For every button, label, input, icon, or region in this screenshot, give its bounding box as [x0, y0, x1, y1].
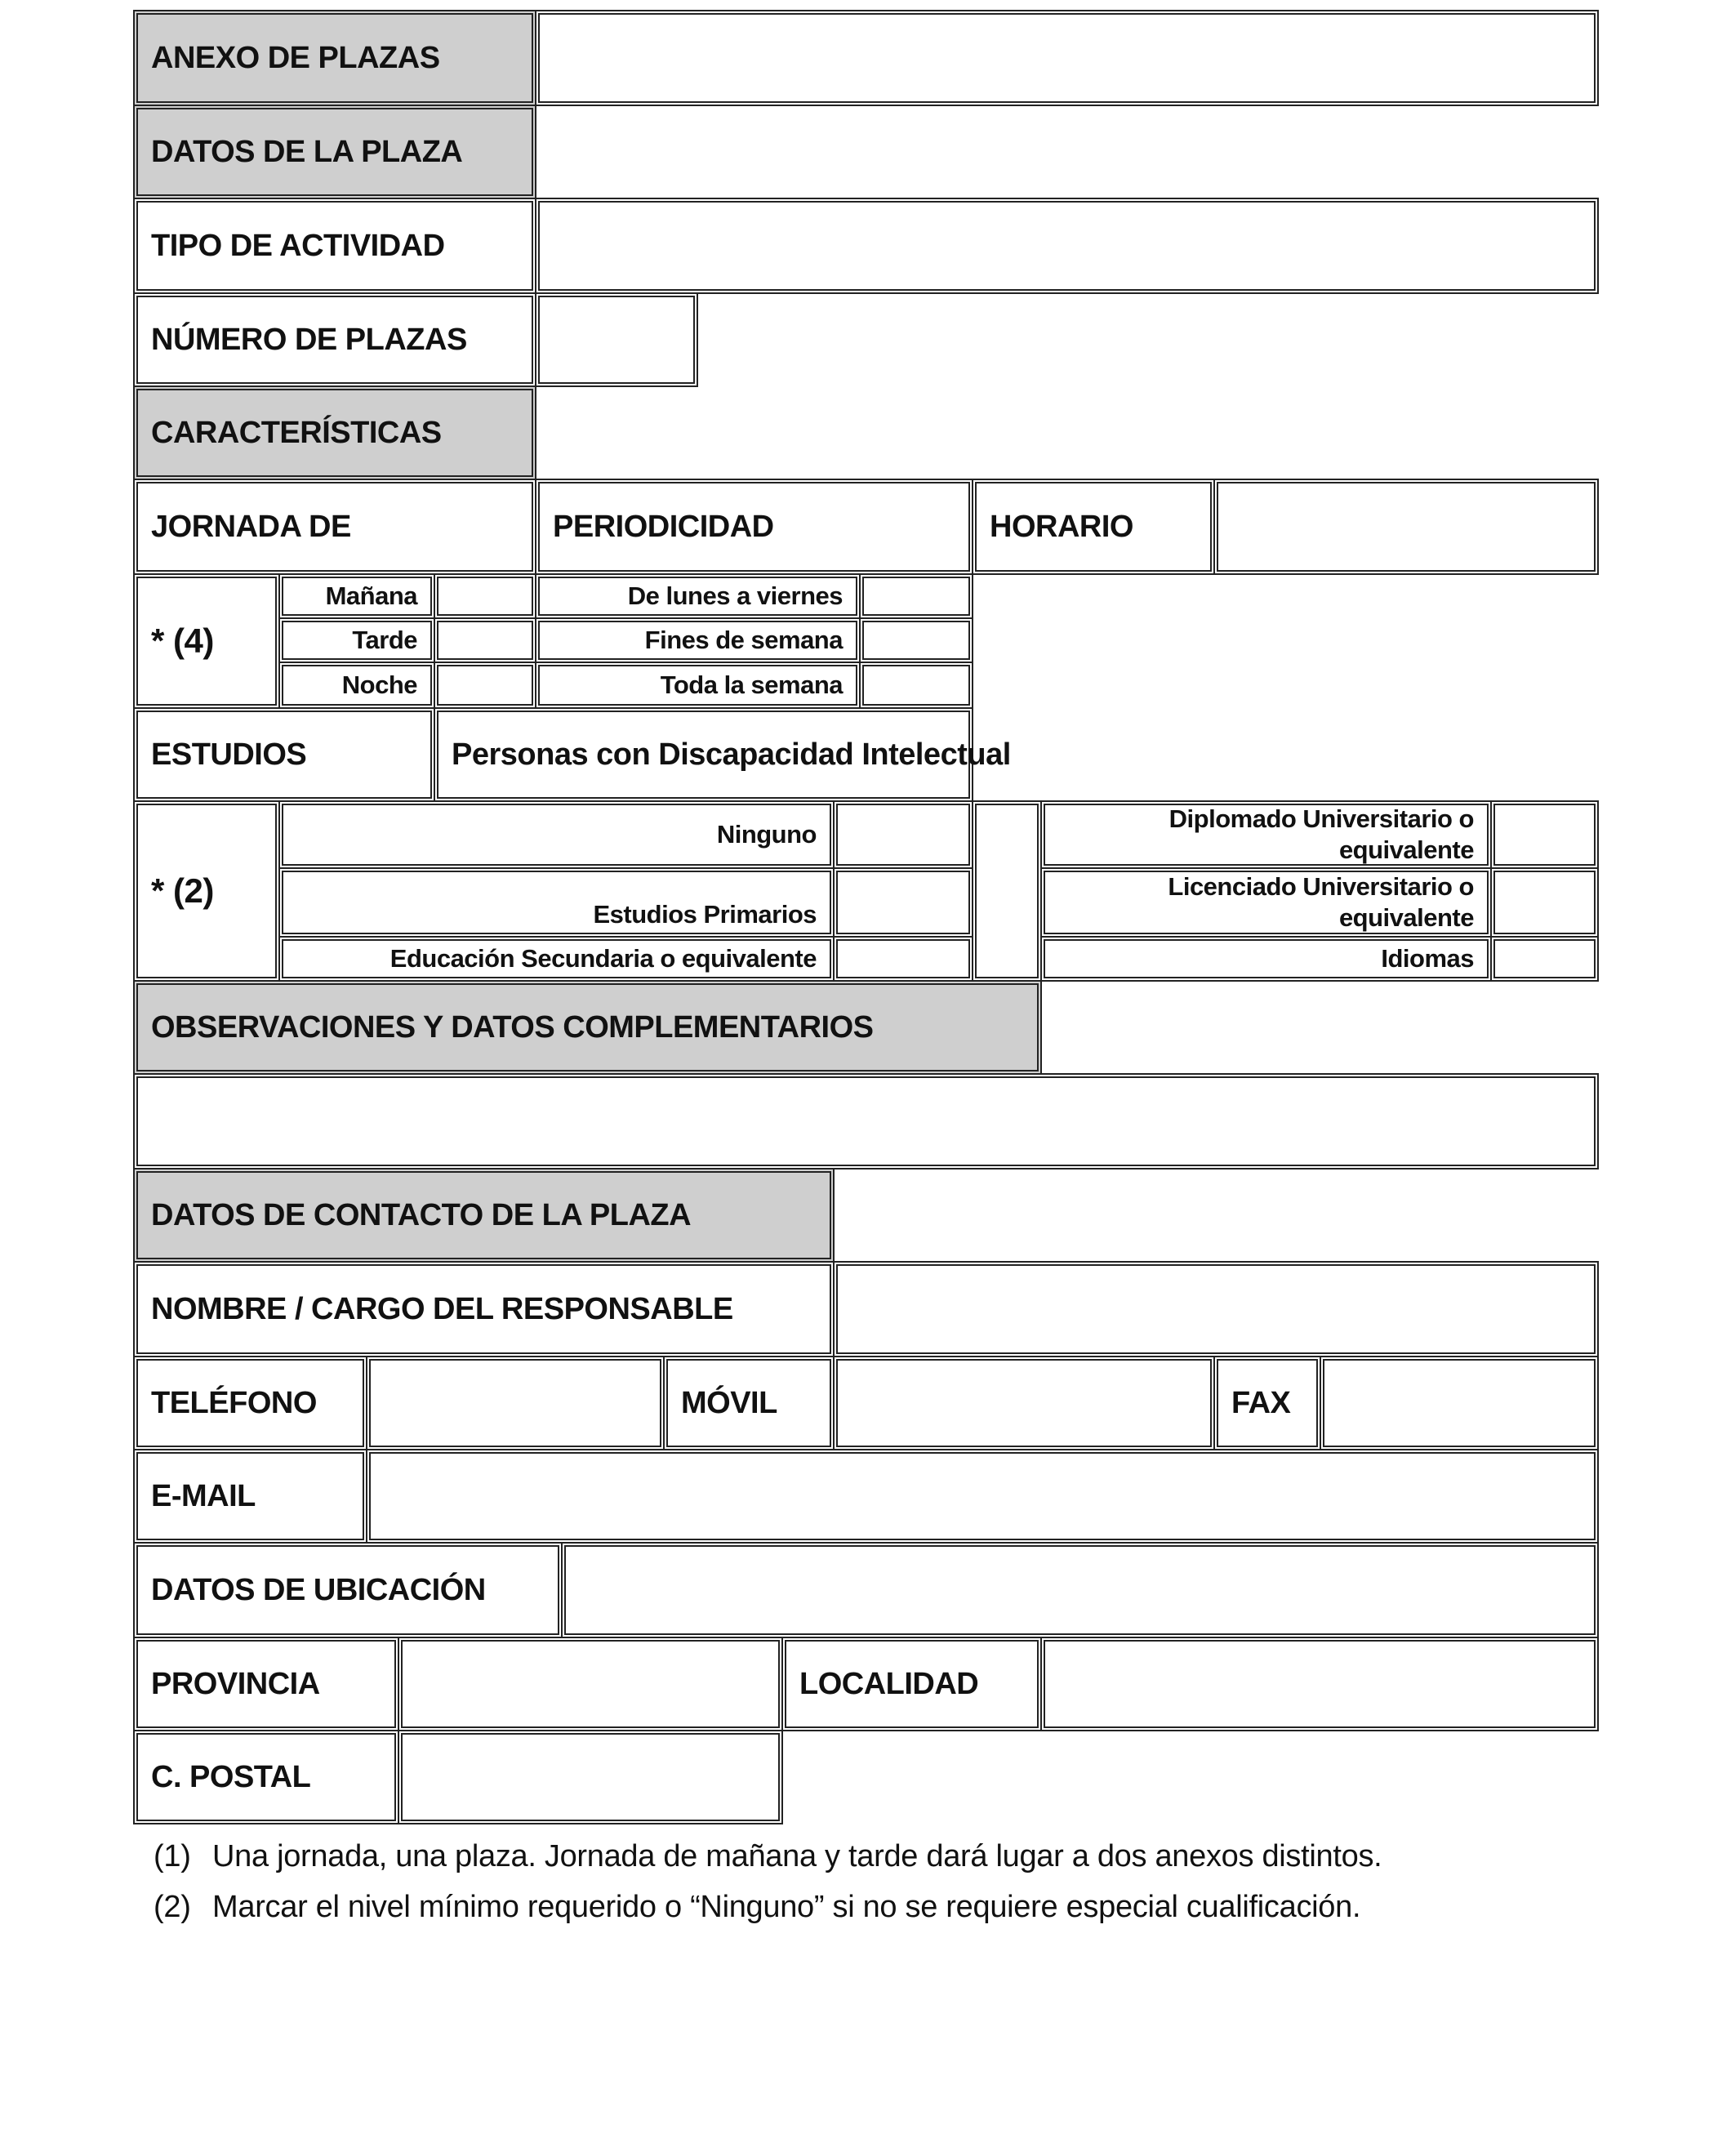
caracteristicas-label: CARACTERÍSTICAS: [151, 415, 442, 450]
footnote-2-text: Marcar el nivel mínimo requerido o “Ninguno” si no se requiere especial cualificación.: [212, 1890, 1361, 1924]
provincia-field[interactable]: [398, 1637, 783, 1731]
ref-4-label: * (4): [151, 621, 214, 660]
footnote-1: [154, 1839, 1382, 1874]
estudios-ninguno-label: Ninguno: [716, 820, 817, 849]
jornada-manana-checkbox[interactable]: [434, 573, 536, 619]
footnote-1-text: Una jornada, una plaza. Jornada de mañana y tarde dará lugar a dos anexos distintos.: [212, 1839, 1382, 1873]
anexo-plazas-field[interactable]: [535, 10, 1599, 106]
provincia-label: PROVINCIA: [151, 1666, 320, 1701]
estudios-secundaria-checkbox[interactable]: [833, 936, 973, 982]
estudios-primarios-checkbox[interactable]: [833, 867, 973, 938]
horario-field[interactable]: [1213, 479, 1599, 575]
periodicidad-toda-semana-checkbox[interactable]: [859, 662, 973, 709]
estudios-diplomado-label: Diplomado Universitario o equivalente: [1168, 804, 1474, 864]
numero-plazas-field[interactable]: [535, 292, 698, 387]
footnote-2-number: (2): [154, 1890, 191, 1924]
footnote-2: [154, 1890, 1360, 1925]
periodicidad-label: PERIODICIDAD: [553, 509, 774, 544]
horario-label: HORARIO: [990, 509, 1133, 544]
movil-label: MÓVIL: [681, 1385, 777, 1420]
estudios-ninguno-checkbox[interactable]: [833, 800, 973, 869]
periodicidad-lunes-viernes-checkbox[interactable]: [859, 573, 973, 619]
localidad-field[interactable]: [1040, 1637, 1599, 1731]
nombre-cargo-label: NOMBRE / CARGO DEL RESPONSABLE: [151, 1291, 733, 1326]
datos-contacto-label: DATOS DE CONTACTO DE LA PLAZA: [151, 1197, 692, 1232]
nombre-cargo-field[interactable]: [833, 1261, 1599, 1357]
jornada-manana-label: Mañana: [325, 581, 417, 610]
estudios-spacer-cell: [972, 800, 1042, 982]
datos-ubicacion-label: DATOS DE UBICACIÓN: [151, 1572, 486, 1607]
estudios-licenciado-checkbox[interactable]: [1490, 867, 1599, 938]
fax-field[interactable]: [1320, 1356, 1599, 1450]
cpostal-field[interactable]: [398, 1730, 783, 1824]
anexo-plazas-label: ANEXO DE PLAZAS: [151, 40, 440, 75]
estudios-primarios-label: Estudios Primarios: [593, 900, 817, 929]
periodicidad-toda-semana-label: Toda la semana: [660, 670, 843, 699]
jornada-noche-label: Noche: [341, 670, 417, 699]
footnote-1-number: (1): [154, 1839, 191, 1873]
telefono-label: TELÉFONO: [151, 1385, 317, 1420]
cpostal-label: C. POSTAL: [151, 1759, 311, 1794]
datos-plaza-label: DATOS DE LA PLAZA: [151, 134, 463, 169]
datos-ubicacion-field[interactable]: [561, 1542, 1599, 1638]
observaciones-field[interactable]: [133, 1073, 1599, 1169]
periodicidad-lunes-viernes-label: De lunes a viernes: [627, 581, 843, 610]
observaciones-label: OBSERVACIONES Y DATOS COMPLEMENTARIOS: [151, 1009, 874, 1045]
ref-2-label: * (2): [151, 871, 214, 910]
email-label: E-MAIL: [151, 1478, 256, 1513]
estudios-diplomado-checkbox[interactable]: [1490, 800, 1599, 869]
periodicidad-fines-semana-checkbox[interactable]: [859, 617, 973, 663]
estudios-secundaria-label: Educación Secundaria o equivalente: [389, 944, 817, 973]
tipo-actividad-field[interactable]: [535, 198, 1599, 294]
jornada-tarde-label: Tarde: [352, 626, 417, 654]
localidad-label: LOCALIDAD: [799, 1666, 979, 1701]
telefono-field[interactable]: [366, 1356, 665, 1450]
jornada-de-label: JORNADA DE: [151, 509, 351, 544]
movil-field[interactable]: [833, 1356, 1215, 1450]
estudios-idiomas-label: Idiomas: [1381, 944, 1474, 973]
estudios-idiomas-checkbox[interactable]: [1490, 936, 1599, 982]
jornada-tarde-checkbox[interactable]: [434, 617, 536, 663]
email-field[interactable]: [366, 1449, 1599, 1544]
estudios-licenciado-label: Licenciado Universitario o equivalente: [1168, 872, 1474, 932]
fax-label: FAX: [1231, 1385, 1291, 1420]
estudios-value: Personas con Discapacidad Intelectual: [452, 737, 1011, 772]
jornada-noche-checkbox[interactable]: [434, 662, 536, 709]
tipo-actividad-label: TIPO DE ACTIVIDAD: [151, 228, 445, 263]
numero-plazas-label: NÚMERO DE PLAZAS: [151, 322, 467, 357]
estudios-label: ESTUDIOS: [151, 737, 307, 772]
periodicidad-fines-semana-label: Fines de semana: [644, 626, 843, 654]
